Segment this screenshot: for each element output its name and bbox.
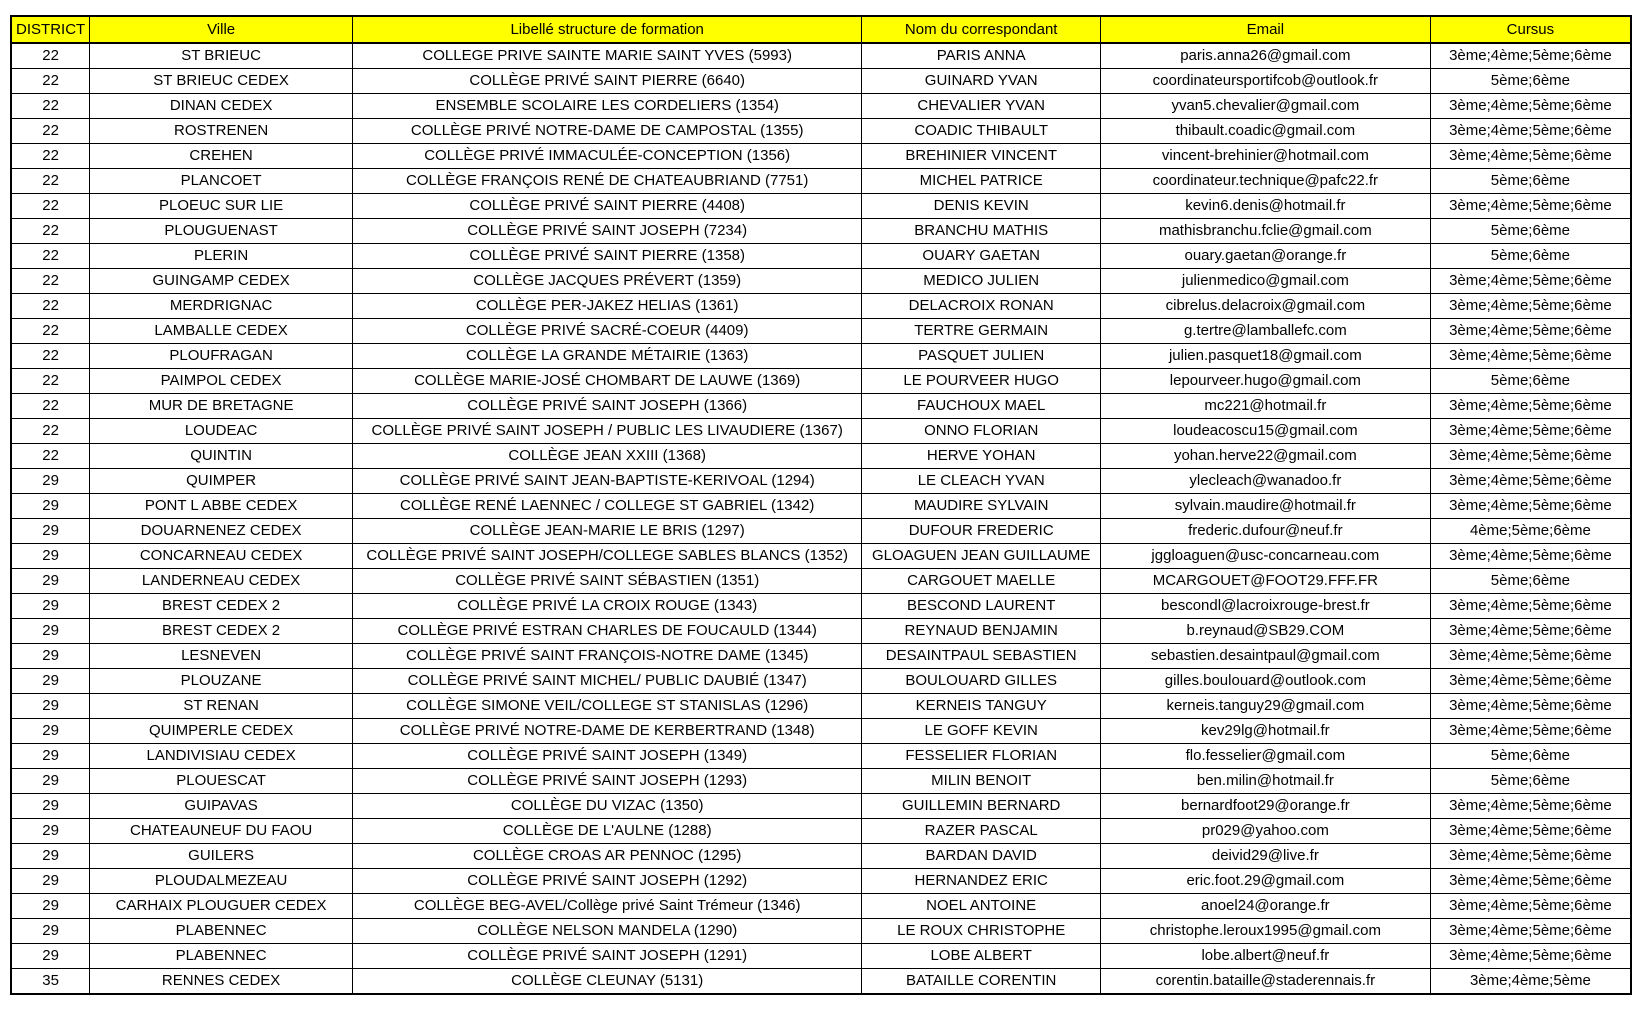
cell-district[interactable]: 22 <box>11 94 90 119</box>
cell-email[interactable]: frederic.dufour@neuf.fr <box>1100 519 1430 544</box>
cell-district[interactable]: 22 <box>11 43 90 69</box>
cell-correspondant[interactable]: DENIS KEVIN <box>862 194 1100 219</box>
cell-district[interactable]: 29 <box>11 894 90 919</box>
cell-cursus[interactable]: 5ème;6ème <box>1430 169 1631 194</box>
cell-structure[interactable]: COLLÈGE PRIVÉ SAINT JOSEPH (1292) <box>352 869 862 894</box>
cell-email[interactable]: ylecleach@wanadoo.fr <box>1100 469 1430 494</box>
cell-correspondant[interactable]: MILIN BENOIT <box>862 769 1100 794</box>
cell-district[interactable]: 22 <box>11 144 90 169</box>
cell-ville[interactable]: LANDIVISIAU CEDEX <box>90 744 353 769</box>
cell-cursus[interactable]: 3ème;4ème;5ème;6ème <box>1430 794 1631 819</box>
cell-correspondant[interactable]: BARDAN DAVID <box>862 844 1100 869</box>
table-row <box>11 119 1631 144</box>
cell-ville[interactable]: GUIPAVAS <box>90 794 353 819</box>
cell-email[interactable]: sebastien.desaintpaul@gmail.com <box>1100 644 1430 669</box>
cell-structure[interactable]: COLLÈGE NELSON MANDELA (1290) <box>352 919 862 944</box>
cell-ville[interactable]: ROSTRENEN <box>90 119 353 144</box>
cell-district[interactable]: 22 <box>11 194 90 219</box>
column-header-cursus[interactable]: Cursus <box>1430 16 1631 43</box>
cell-email[interactable]: kerneis.tanguy29@gmail.com <box>1100 694 1430 719</box>
cell-ville[interactable]: BREST CEDEX 2 <box>90 619 353 644</box>
table-row <box>11 369 1631 394</box>
cell-cursus[interactable]: 3ème;4ème;5ème;6ème <box>1430 119 1631 144</box>
cell-cursus[interactable]: 3ème;4ème;5ème;6ème <box>1430 819 1631 844</box>
cell-cursus[interactable]: 3ème;4ème;5ème;6ème <box>1430 43 1631 69</box>
table-row <box>11 819 1631 844</box>
cell-district[interactable]: 29 <box>11 669 90 694</box>
cell-correspondant[interactable]: GLOAGUEN JEAN GUILLAUME <box>862 544 1100 569</box>
cell-correspondant[interactable]: CHEVALIER YVAN <box>862 94 1100 119</box>
table-row <box>11 344 1631 369</box>
table-row <box>11 744 1631 769</box>
cell-district[interactable]: 22 <box>11 119 90 144</box>
cell-correspondant[interactable]: COADIC THIBAULT <box>862 119 1100 144</box>
cell-ville[interactable]: PLOUFRAGAN <box>90 344 353 369</box>
cell-structure[interactable]: COLLÈGE FRANÇOIS RENÉ DE CHATEAUBRIAND (7751) <box>352 169 862 194</box>
column-header-district[interactable]: DISTRICT <box>11 16 90 43</box>
cell-ville[interactable]: LANDERNEAU CEDEX <box>90 569 353 594</box>
cell-structure[interactable]: COLLÈGE PRIVÉ SAINT JOSEPH (7234) <box>352 219 862 244</box>
cell-cursus[interactable]: 3ème;4ème;5ème;6ème <box>1430 844 1631 869</box>
cell-cursus[interactable]: 5ème;6ème <box>1430 769 1631 794</box>
cell-correspondant[interactable]: LE GOFF KEVIN <box>862 719 1100 744</box>
cell-correspondant[interactable]: MEDICO JULIEN <box>862 269 1100 294</box>
cell-email[interactable]: loudeacoscu15@gmail.com <box>1100 419 1430 444</box>
cell-structure[interactable]: ENSEMBLE SCOLAIRE LES CORDELIERS (1354) <box>352 94 862 119</box>
cell-email[interactable]: anoel24@orange.fr <box>1100 894 1430 919</box>
cell-email[interactable]: mc221@hotmail.fr <box>1100 394 1430 419</box>
cell-cursus[interactable]: 5ème;6ème <box>1430 69 1631 94</box>
cell-ville[interactable]: PLABENNEC <box>90 919 353 944</box>
cell-district[interactable]: 29 <box>11 519 90 544</box>
cell-structure[interactable]: COLLÈGE PRIVÉ LA CROIX ROUGE (1343) <box>352 594 862 619</box>
table-row <box>11 94 1631 119</box>
table-row <box>11 69 1631 94</box>
cell-cursus[interactable]: 3ème;4ème;5ème;6ème <box>1430 394 1631 419</box>
cell-district[interactable]: 29 <box>11 694 90 719</box>
cell-ville[interactable]: MERDRIGNAC <box>90 294 353 319</box>
cell-cursus[interactable]: 3ème;4ème;5ème;6ème <box>1430 319 1631 344</box>
cell-cursus[interactable]: 3ème;4ème;5ème;6ème <box>1430 144 1631 169</box>
cell-ville[interactable]: QUIMPER <box>90 469 353 494</box>
cell-correspondant[interactable]: GUILLEMIN BERNARD <box>862 794 1100 819</box>
cell-correspondant[interactable]: LOBE ALBERT <box>862 944 1100 969</box>
cell-cursus[interactable]: 5ème;6ème <box>1430 569 1631 594</box>
cell-cursus[interactable]: 3ème;4ème;5ème;6ème <box>1430 619 1631 644</box>
cell-cursus[interactable]: 3ème;4ème;5ème;6ème <box>1430 419 1631 444</box>
cell-ville[interactable]: PLOUESCAT <box>90 769 353 794</box>
cell-email[interactable]: ouary.gaetan@orange.fr <box>1100 244 1430 269</box>
cell-structure[interactable]: COLLÈGE PRIVÉ SAINT MICHEL/ PUBLIC DAUBIÉ (1347) <box>352 669 862 694</box>
table-row <box>11 294 1631 319</box>
cell-district[interactable]: 22 <box>11 394 90 419</box>
cell-ville[interactable]: PLOUZANE <box>90 669 353 694</box>
table-row <box>11 969 1631 995</box>
column-header-ville[interactable]: Ville <box>90 16 353 43</box>
cell-correspondant[interactable]: BESCOND LAURENT <box>862 594 1100 619</box>
cell-ville[interactable]: LOUDEAC <box>90 419 353 444</box>
cell-ville[interactable]: BREST CEDEX 2 <box>90 594 353 619</box>
cell-district[interactable]: 22 <box>11 269 90 294</box>
cell-district[interactable]: 22 <box>11 294 90 319</box>
cell-district[interactable]: 29 <box>11 469 90 494</box>
cell-district[interactable]: 29 <box>11 644 90 669</box>
cell-correspondant[interactable]: KERNEIS TANGUY <box>862 694 1100 719</box>
column-header-correspondant[interactable]: Nom du correspondant <box>862 16 1100 43</box>
cell-cursus[interactable]: 3ème;4ème;5ème;6ème <box>1430 294 1631 319</box>
cell-structure[interactable]: COLLÈGE PRIVÉ SAINT JEAN-BAPTISTE-KERIVOAL (1294) <box>352 469 862 494</box>
table-row <box>11 519 1631 544</box>
cell-correspondant[interactable]: BRANCHU MATHIS <box>862 219 1100 244</box>
cell-ville[interactable]: CARHAIX PLOUGUER CEDEX <box>90 894 353 919</box>
cell-structure[interactable]: COLLÈGE PRIVÉ SAINT FRANÇOIS-NOTRE DAME (1345) <box>352 644 862 669</box>
cell-correspondant[interactable]: DUFOUR FREDERIC <box>862 519 1100 544</box>
cell-correspondant[interactable]: REYNAUD BENJAMIN <box>862 619 1100 644</box>
cell-correspondant[interactable]: FAUCHOUX MAEL <box>862 394 1100 419</box>
cell-structure[interactable]: COLLÈGE JEAN XXIII (1368) <box>352 444 862 469</box>
cell-cursus[interactable]: 3ème;4ème;5ème;6ème <box>1430 869 1631 894</box>
cell-cursus[interactable]: 3ème;4ème;5ème;6ème <box>1430 444 1631 469</box>
cell-cursus[interactable]: 5ème;6ème <box>1430 744 1631 769</box>
table-row <box>11 694 1631 719</box>
cell-email[interactable]: kev29lg@hotmail.fr <box>1100 719 1430 744</box>
cell-structure[interactable]: COLLÈGE PRIVÉ SAINT JOSEPH (1349) <box>352 744 862 769</box>
cell-district[interactable]: 22 <box>11 444 90 469</box>
cell-structure[interactable]: COLLÈGE PRIVÉ SAINT JOSEPH/COLLEGE SABLES BLANCS (1352) <box>352 544 862 569</box>
cell-district[interactable]: 29 <box>11 569 90 594</box>
cell-email[interactable]: mathisbranchu.fclie@gmail.com <box>1100 219 1430 244</box>
cell-cursus[interactable]: 3ème;4ème;5ème;6ème <box>1430 669 1631 694</box>
correspondents-table <box>10 15 1632 995</box>
cell-structure[interactable]: COLLÈGE PRIVÉ NOTRE-DAME DE CAMPOSTAL (1355) <box>352 119 862 144</box>
cell-ville[interactable]: GUINGAMP CEDEX <box>90 269 353 294</box>
table-row <box>11 544 1631 569</box>
cell-district[interactable]: 29 <box>11 794 90 819</box>
cell-email[interactable]: bernardfoot29@orange.fr <box>1100 794 1430 819</box>
cell-cursus[interactable]: 3ème;4ème;5ème;6ème <box>1430 544 1631 569</box>
column-header-email[interactable]: Email <box>1100 16 1430 43</box>
cell-ville[interactable]: PLERIN <box>90 244 353 269</box>
table-row <box>11 719 1631 744</box>
cell-structure[interactable]: COLLÈGE PRIVÉ SAINT PIERRE (1358) <box>352 244 862 269</box>
cell-structure[interactable]: COLLÈGE PRIVÉ SAINT JOSEPH / PUBLIC LES LIVAUDIERE (1367) <box>352 419 862 444</box>
table-row <box>11 43 1631 69</box>
column-header-structure[interactable]: Libellé structure de formation <box>352 16 862 43</box>
cell-cursus[interactable]: 4ème;5ème;6ème <box>1430 519 1631 544</box>
cell-cursus[interactable]: 5ème;6ème <box>1430 244 1631 269</box>
cell-correspondant[interactable]: DELACROIX RONAN <box>862 294 1100 319</box>
cell-structure[interactable]: COLLÈGE PRIVÉ SAINT JOSEPH (1293) <box>352 769 862 794</box>
cell-cursus[interactable]: 3ème;4ème;5ème;6ème <box>1430 194 1631 219</box>
cell-cursus[interactable]: 3ème;4ème;5ème;6ème <box>1430 344 1631 369</box>
cell-email[interactable]: b.reynaud@SB29.COM <box>1100 619 1430 644</box>
cell-structure[interactable]: COLLÈGE PRIVÉ SACRÉ-COEUR (4409) <box>352 319 862 344</box>
cell-email[interactable]: jggloaguen@usc-concarneau.com <box>1100 544 1430 569</box>
cell-district[interactable]: 29 <box>11 844 90 869</box>
cell-structure[interactable]: COLLÈGE PRIVÉ ESTRAN CHARLES DE FOUCAULD (1344) <box>352 619 862 644</box>
cell-structure[interactable]: COLLÈGE RENÉ LAENNEC / COLLEGE ST GABRIEL (1342) <box>352 494 862 519</box>
cell-district[interactable]: 29 <box>11 719 90 744</box>
cell-email[interactable]: bescondl@lacroixrouge-brest.fr <box>1100 594 1430 619</box>
cell-correspondant[interactable]: ONNO FLORIAN <box>862 419 1100 444</box>
cell-district[interactable]: 22 <box>11 344 90 369</box>
table-row <box>11 394 1631 419</box>
cell-ville[interactable]: QUIMPERLE CEDEX <box>90 719 353 744</box>
cell-email[interactable]: julienmedico@gmail.com <box>1100 269 1430 294</box>
cell-email[interactable]: coordinateursportifcob@outlook.fr <box>1100 69 1430 94</box>
header-row <box>11 16 1631 43</box>
table-row <box>11 844 1631 869</box>
cell-structure[interactable]: COLLEGE PRIVE SAINTE MARIE SAINT YVES (5993) <box>352 43 862 69</box>
cell-structure[interactable]: COLLÈGE PRIVÉ SAINT PIERRE (6640) <box>352 69 862 94</box>
cell-correspondant[interactable]: PASQUET JULIEN <box>862 344 1100 369</box>
cell-district[interactable]: 22 <box>11 219 90 244</box>
cell-structure[interactable]: COLLÈGE JEAN-MARIE LE BRIS (1297) <box>352 519 862 544</box>
cell-ville[interactable]: PLABENNEC <box>90 944 353 969</box>
table-row <box>11 594 1631 619</box>
cell-correspondant[interactable]: MICHEL PATRICE <box>862 169 1100 194</box>
cell-cursus[interactable]: 3ème;4ème;5ème <box>1430 969 1631 995</box>
cell-ville[interactable]: LESNEVEN <box>90 644 353 669</box>
cell-district[interactable]: 22 <box>11 244 90 269</box>
cell-correspondant[interactable]: RAZER PASCAL <box>862 819 1100 844</box>
cell-ville[interactable]: CREHEN <box>90 144 353 169</box>
cell-email[interactable]: corentin.bataille@staderennais.fr <box>1100 969 1430 995</box>
cell-correspondant[interactable]: NOEL ANTOINE <box>862 894 1100 919</box>
cell-district[interactable]: 29 <box>11 594 90 619</box>
cell-correspondant[interactable]: TERTRE GERMAIN <box>862 319 1100 344</box>
cell-cursus[interactable]: 3ème;4ème;5ème;6ème <box>1430 694 1631 719</box>
cell-email[interactable]: paris.anna26@gmail.com <box>1100 43 1430 69</box>
cell-email[interactable]: eric.foot.29@gmail.com <box>1100 869 1430 894</box>
cell-email[interactable]: ben.milin@hotmail.fr <box>1100 769 1430 794</box>
cell-email[interactable]: deivid29@live.fr <box>1100 844 1430 869</box>
cell-district[interactable]: 29 <box>11 944 90 969</box>
cell-structure[interactable]: COLLÈGE DE L'AULNE (1288) <box>352 819 862 844</box>
cell-ville[interactable]: CHATEAUNEUF DU FAOU <box>90 819 353 844</box>
cell-district[interactable]: 29 <box>11 744 90 769</box>
cell-email[interactable]: christophe.leroux1995@gmail.com <box>1100 919 1430 944</box>
cell-email[interactable]: lobe.albert@neuf.fr <box>1100 944 1430 969</box>
cell-email[interactable]: coordinateur.technique@pafc22.fr <box>1100 169 1430 194</box>
table-row <box>11 444 1631 469</box>
cell-structure[interactable]: COLLÈGE JACQUES PRÉVERT (1359) <box>352 269 862 294</box>
cell-structure[interactable]: COLLÈGE PRIVÉ SAINT JOSEPH (1291) <box>352 944 862 969</box>
cell-ville[interactable]: PAIMPOL CEDEX <box>90 369 353 394</box>
cell-email[interactable]: gilles.boulouard@outlook.com <box>1100 669 1430 694</box>
cell-cursus[interactable]: 3ème;4ème;5ème;6ème <box>1430 919 1631 944</box>
cell-ville[interactable]: CONCARNEAU CEDEX <box>90 544 353 569</box>
cell-ville[interactable]: PLOUDALMEZEAU <box>90 869 353 894</box>
cell-structure[interactable]: COLLÈGE PER-JAKEZ HELIAS (1361) <box>352 294 862 319</box>
table-row <box>11 669 1631 694</box>
table-row <box>11 419 1631 444</box>
cell-district[interactable]: 22 <box>11 319 90 344</box>
cell-district[interactable]: 29 <box>11 544 90 569</box>
cell-ville[interactable]: ST RENAN <box>90 694 353 719</box>
cell-ville[interactable]: PONT L ABBE CEDEX <box>90 494 353 519</box>
table-row <box>11 169 1631 194</box>
cell-correspondant[interactable]: LE POURVEER HUGO <box>862 369 1100 394</box>
cell-correspondant[interactable]: CARGOUET MAELLE <box>862 569 1100 594</box>
cell-district[interactable]: 35 <box>11 969 90 995</box>
table-row <box>11 794 1631 819</box>
cell-structure[interactable]: COLLÈGE PRIVÉ SAINT SÉBASTIEN (1351) <box>352 569 862 594</box>
cell-cursus[interactable]: 3ème;4ème;5ème;6ème <box>1430 594 1631 619</box>
cell-cursus[interactable]: 3ème;4ème;5ème;6ème <box>1430 94 1631 119</box>
table-row <box>11 919 1631 944</box>
table-row <box>11 769 1631 794</box>
cell-district[interactable]: 29 <box>11 869 90 894</box>
cell-email[interactable]: yohan.herve22@gmail.com <box>1100 444 1430 469</box>
table-row <box>11 869 1631 894</box>
cell-email[interactable]: julien.pasquet18@gmail.com <box>1100 344 1430 369</box>
cell-district[interactable]: 22 <box>11 169 90 194</box>
cell-structure[interactable]: COLLÈGE PRIVÉ NOTRE-DAME DE KERBERTRAND (1348) <box>352 719 862 744</box>
table-row <box>11 144 1631 169</box>
cell-ville[interactable]: DOUARNENEZ CEDEX <box>90 519 353 544</box>
cell-email[interactable]: thibault.coadic@gmail.com <box>1100 119 1430 144</box>
cell-correspondant[interactable]: HERVE YOHAN <box>862 444 1100 469</box>
cell-ville[interactable]: ST BRIEUC CEDEX <box>90 69 353 94</box>
cell-structure[interactable]: COLLÈGE PRIVÉ SAINT JOSEPH (1366) <box>352 394 862 419</box>
cell-email[interactable]: pr029@yahoo.com <box>1100 819 1430 844</box>
cell-ville[interactable]: GUILERS <box>90 844 353 869</box>
cell-structure[interactable]: COLLÈGE PRIVÉ IMMACULÉE-CONCEPTION (1356) <box>352 144 862 169</box>
cell-cursus[interactable]: 3ème;4ème;5ème;6ème <box>1430 894 1631 919</box>
cell-email[interactable]: kevin6.denis@hotmail.fr <box>1100 194 1430 219</box>
cell-structure[interactable]: COLLÈGE DU VIZAC (1350) <box>352 794 862 819</box>
cell-email[interactable]: sylvain.maudire@hotmail.fr <box>1100 494 1430 519</box>
cell-structure[interactable]: COLLÈGE LA GRANDE MÉTAIRIE (1363) <box>352 344 862 369</box>
cell-structure[interactable]: COLLÈGE CLEUNAY (5131) <box>352 969 862 995</box>
cell-cursus[interactable]: 3ème;4ème;5ème;6ème <box>1430 944 1631 969</box>
cell-structure[interactable]: COLLÈGE PRIVÉ SAINT PIERRE (4408) <box>352 194 862 219</box>
cell-correspondant[interactable]: LE ROUX CHRISTOPHE <box>862 919 1100 944</box>
table-row <box>11 569 1631 594</box>
cell-district[interactable]: 29 <box>11 769 90 794</box>
cell-structure[interactable]: COLLÈGE CROAS AR PENNOC (1295) <box>352 844 862 869</box>
table-row <box>11 894 1631 919</box>
cell-ville[interactable]: QUINTIN <box>90 444 353 469</box>
cell-structure[interactable]: COLLÈGE MARIE-JOSÉ CHOMBART DE LAUWE (1369) <box>352 369 862 394</box>
table-row <box>11 494 1631 519</box>
table-row <box>11 469 1631 494</box>
cell-cursus[interactable]: 3ème;4ème;5ème;6ème <box>1430 269 1631 294</box>
cell-correspondant[interactable]: HERNANDEZ ERIC <box>862 869 1100 894</box>
cell-correspondant[interactable]: DESAINTPAUL SEBASTIEN <box>862 644 1100 669</box>
cell-correspondant[interactable]: BREHINIER VINCENT <box>862 144 1100 169</box>
cell-ville[interactable]: PLOUGUENAST <box>90 219 353 244</box>
cell-ville[interactable]: DINAN CEDEX <box>90 94 353 119</box>
cell-email[interactable]: yvan5.chevalier@gmail.com <box>1100 94 1430 119</box>
cell-email[interactable]: g.tertre@lamballefc.com <box>1100 319 1430 344</box>
spreadsheet <box>10 15 1632 995</box>
cell-cursus[interactable]: 3ème;4ème;5ème;6ème <box>1430 494 1631 519</box>
cell-cursus[interactable]: 3ème;4ème;5ème;6ème <box>1430 469 1631 494</box>
cell-district[interactable]: 29 <box>11 919 90 944</box>
cell-correspondant[interactable]: MAUDIRE SYLVAIN <box>862 494 1100 519</box>
cell-district[interactable]: 22 <box>11 419 90 444</box>
table-row <box>11 194 1631 219</box>
cell-structure[interactable]: COLLÈGE BEG-AVEL/Collège privé Saint Trémeur (1346) <box>352 894 862 919</box>
table-row <box>11 619 1631 644</box>
cell-correspondant[interactable]: LE CLEACH YVAN <box>862 469 1100 494</box>
cell-district[interactable]: 29 <box>11 494 90 519</box>
cell-email[interactable]: cibrelus.delacroix@gmail.com <box>1100 294 1430 319</box>
cell-email[interactable]: MCARGOUET@FOOT29.FFF.FR <box>1100 569 1430 594</box>
cell-correspondant[interactable]: PARIS ANNA <box>862 43 1100 69</box>
cell-cursus[interactable]: 3ème;4ème;5ème;6ème <box>1430 644 1631 669</box>
table-row <box>11 644 1631 669</box>
cell-ville[interactable]: RENNES CEDEX <box>90 969 353 995</box>
table-row <box>11 219 1631 244</box>
cell-ville[interactable]: MUR DE BRETAGNE <box>90 394 353 419</box>
cell-correspondant[interactable]: FESSELIER FLORIAN <box>862 744 1100 769</box>
cell-district[interactable]: 22 <box>11 69 90 94</box>
cell-district[interactable]: 29 <box>11 819 90 844</box>
table-row <box>11 319 1631 344</box>
cell-cursus[interactable]: 5ème;6ème <box>1430 369 1631 394</box>
cell-correspondant[interactable]: BOULOUARD GILLES <box>862 669 1100 694</box>
table-row <box>11 244 1631 269</box>
cell-email[interactable]: vincent-brehinier@hotmail.com <box>1100 144 1430 169</box>
cell-email[interactable]: flo.fesselier@gmail.com <box>1100 744 1430 769</box>
cell-correspondant[interactable]: OUARY GAETAN <box>862 244 1100 269</box>
cell-ville[interactable]: PLANCOET <box>90 169 353 194</box>
cell-district[interactable]: 22 <box>11 369 90 394</box>
table-body <box>11 43 1631 994</box>
table-row <box>11 944 1631 969</box>
cell-structure[interactable]: COLLÈGE SIMONE VEIL/COLLEGE ST STANISLAS (1296) <box>352 694 862 719</box>
cell-district[interactable]: 29 <box>11 619 90 644</box>
cell-correspondant[interactable]: BATAILLE CORENTIN <box>862 969 1100 995</box>
cell-ville[interactable]: PLOEUC SUR LIE <box>90 194 353 219</box>
cell-cursus[interactable]: 5ème;6ème <box>1430 219 1631 244</box>
cell-ville[interactable]: LAMBALLE CEDEX <box>90 319 353 344</box>
cell-correspondant[interactable]: GUINARD YVAN <box>862 69 1100 94</box>
cell-cursus[interactable]: 3ème;4ème;5ème;6ème <box>1430 719 1631 744</box>
cell-email[interactable]: lepourveer.hugo@gmail.com <box>1100 369 1430 394</box>
cell-ville[interactable]: ST BRIEUC <box>90 43 353 69</box>
table-row <box>11 269 1631 294</box>
